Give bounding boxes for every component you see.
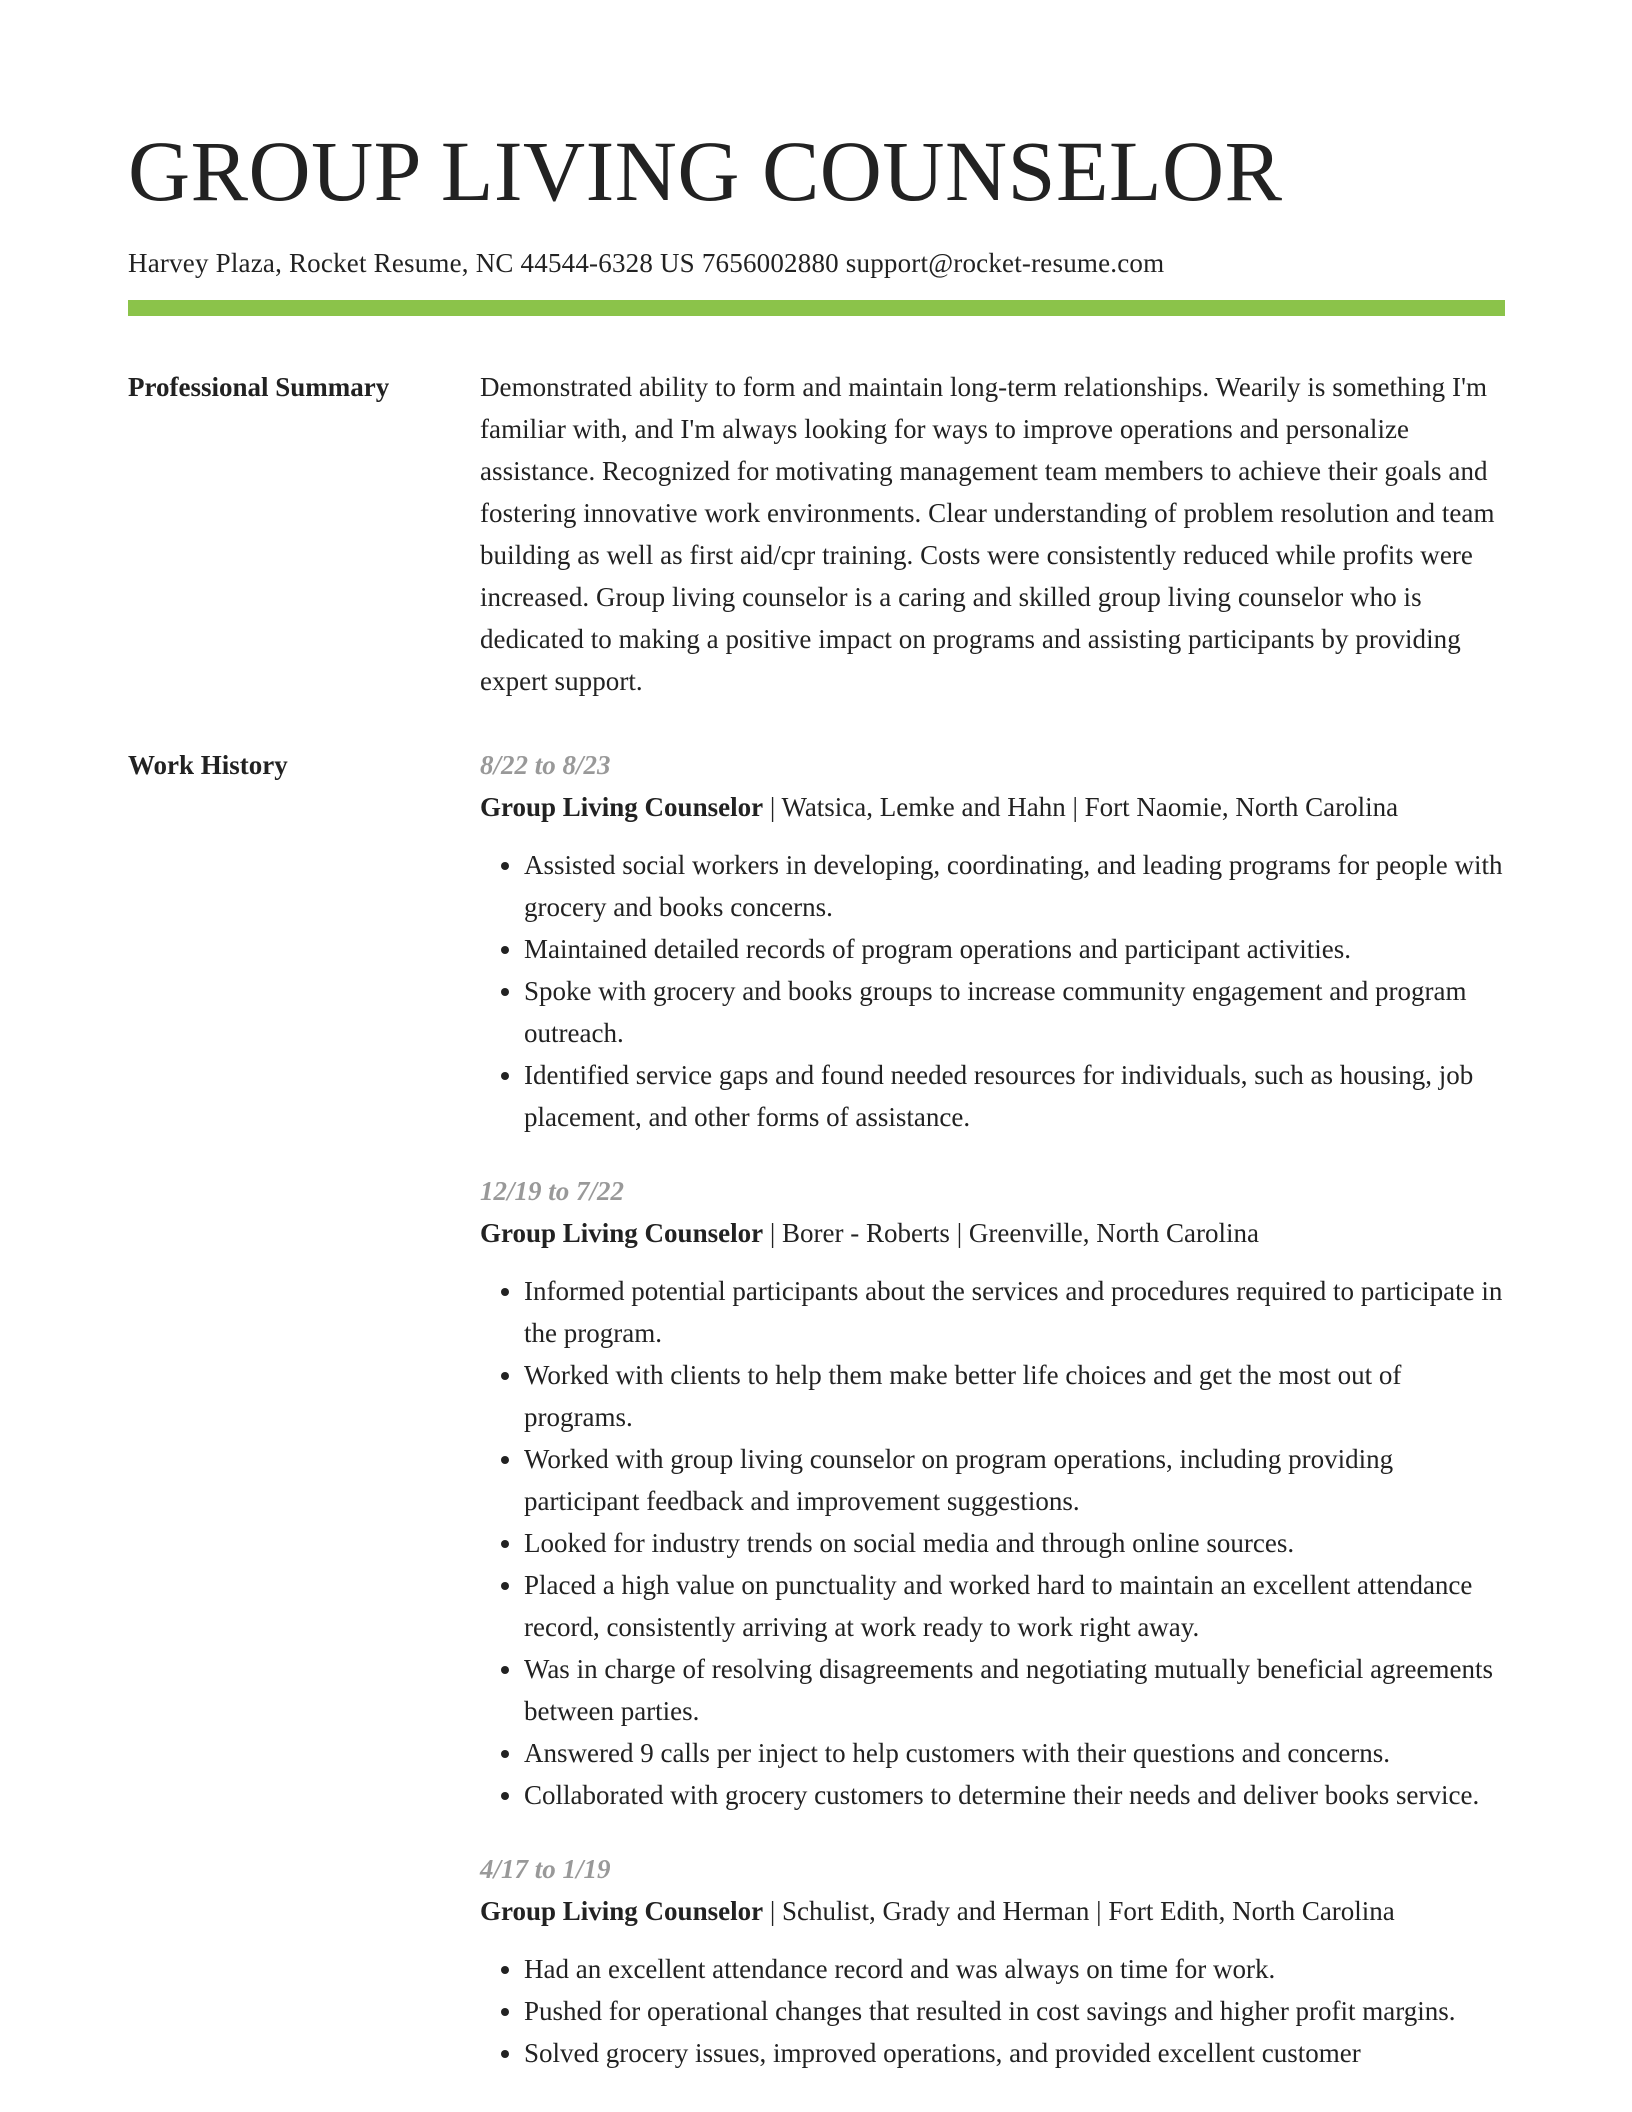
job-bullets (480, 1948, 1505, 2074)
job-title-line (480, 786, 1505, 828)
job-employer-location: | Borer - Roberts | Greenville, North Carolina (763, 1218, 1260, 1248)
accent-divider (128, 300, 1505, 316)
job-bullet: • Answered 9 calls per inject to help customers with their questions and concerns. (524, 1732, 1505, 1774)
job-title: Group Living Counselor (480, 1896, 764, 1926)
professional-summary-section (128, 366, 1505, 702)
section-label-summary: Professional Summary (128, 372, 390, 402)
job-employer-location: | Watsica, Lemke and Hahn | Fort Naomie, North Carolina (763, 792, 1399, 822)
job-bullets (480, 1270, 1505, 1816)
resume-page (128, 0, 1505, 2106)
job-title: Group Living Counselor (480, 1218, 764, 1248)
job-entry (480, 744, 1505, 1138)
summary-body (480, 366, 1505, 702)
job-employer-location: | Schulist, Grady and Herman | Fort Edith, North Carolina (763, 1896, 1395, 1926)
job-title: Group Living Counselor (480, 792, 764, 822)
job-title-line (480, 1890, 1505, 1932)
job-bullet: • Had an excellent attendance record and was always on time for work. (524, 1948, 1505, 1990)
work-history-body (480, 744, 1505, 2106)
job-entry (480, 1170, 1505, 1816)
job-bullet: • Was in charge of resolving disagreements and negotiating mutually beneficial agreements between parties. (524, 1648, 1505, 1732)
work-history-section (128, 744, 1505, 2106)
summary-text: Demonstrated ability to form and maintain long-term relationships. Wearily is something I'm familiar with, and I'm always looking for ways to improve operations and personalize assistance. Recognized for motivating management team members to achieve their goals and fostering innovative work environments. Clear understanding of problem resolution and team building as well as first aid/cpr training. Costs were consistently reduced while profits were increased. Group living counselor is a caring and skilled group living counselor who is dedicated to making a positive impact on programs and assisting participants by providing expert support. (480, 372, 1495, 696)
job-bullet: • Solved grocery issues, improved operations, and provided excellent customer (524, 2032, 1505, 2074)
job-bullet: • Informed potential participants about the services and procedures required to participate in the program. (524, 1270, 1505, 1354)
job-bullet: • Worked with clients to help them make better life choices and get the most out of programs. (524, 1354, 1505, 1438)
job-bullet: • Identified service gaps and found needed resources for individuals, such as housing, job placement, and other forms of assistance. (524, 1054, 1505, 1138)
job-bullet: • Spoke with grocery and books groups to increase community engagement and program outreach. (524, 970, 1505, 1054)
resume-name-heading: GROUP LIVING COUNSELOR (128, 123, 1283, 219)
job-bullet: • Maintained detailed records of program operations and participant activities. (524, 928, 1505, 970)
job-bullets (480, 844, 1505, 1138)
job-bullet: • Looked for industry trends on social media and through online sources. (524, 1522, 1505, 1564)
job-entry (480, 1848, 1505, 2074)
job-dates: 12/19 to 7/22 (480, 1176, 625, 1206)
job-dates: 8/22 to 8/23 (480, 750, 611, 780)
job-bullet: • Pushed for operational changes that resulted in cost savings and higher profit margins. (524, 1990, 1505, 2032)
section-label-work: Work History (128, 750, 288, 780)
job-bullet: • Assisted social workers in developing, coordinating, and leading programs for people with grocery and books concerns. (524, 844, 1505, 928)
contact-info: Harvey Plaza, Rocket Resume, NC 44544-6328 US 7656002880 support@rocket-resume.com (128, 248, 1165, 278)
job-bullet: • Worked with group living counselor on program operations, including providing participant feedback and improvement suggestions. (524, 1438, 1505, 1522)
job-bullet: • Placed a high value on punctuality and worked hard to maintain an excellent attendance record, consistently arriving at work ready to work right away. (524, 1564, 1505, 1648)
job-dates: 4/17 to 1/19 (480, 1854, 611, 1884)
job-bullet: • Collaborated with grocery customers to determine their needs and deliver books service. (524, 1774, 1505, 1816)
job-title-line (480, 1212, 1505, 1254)
